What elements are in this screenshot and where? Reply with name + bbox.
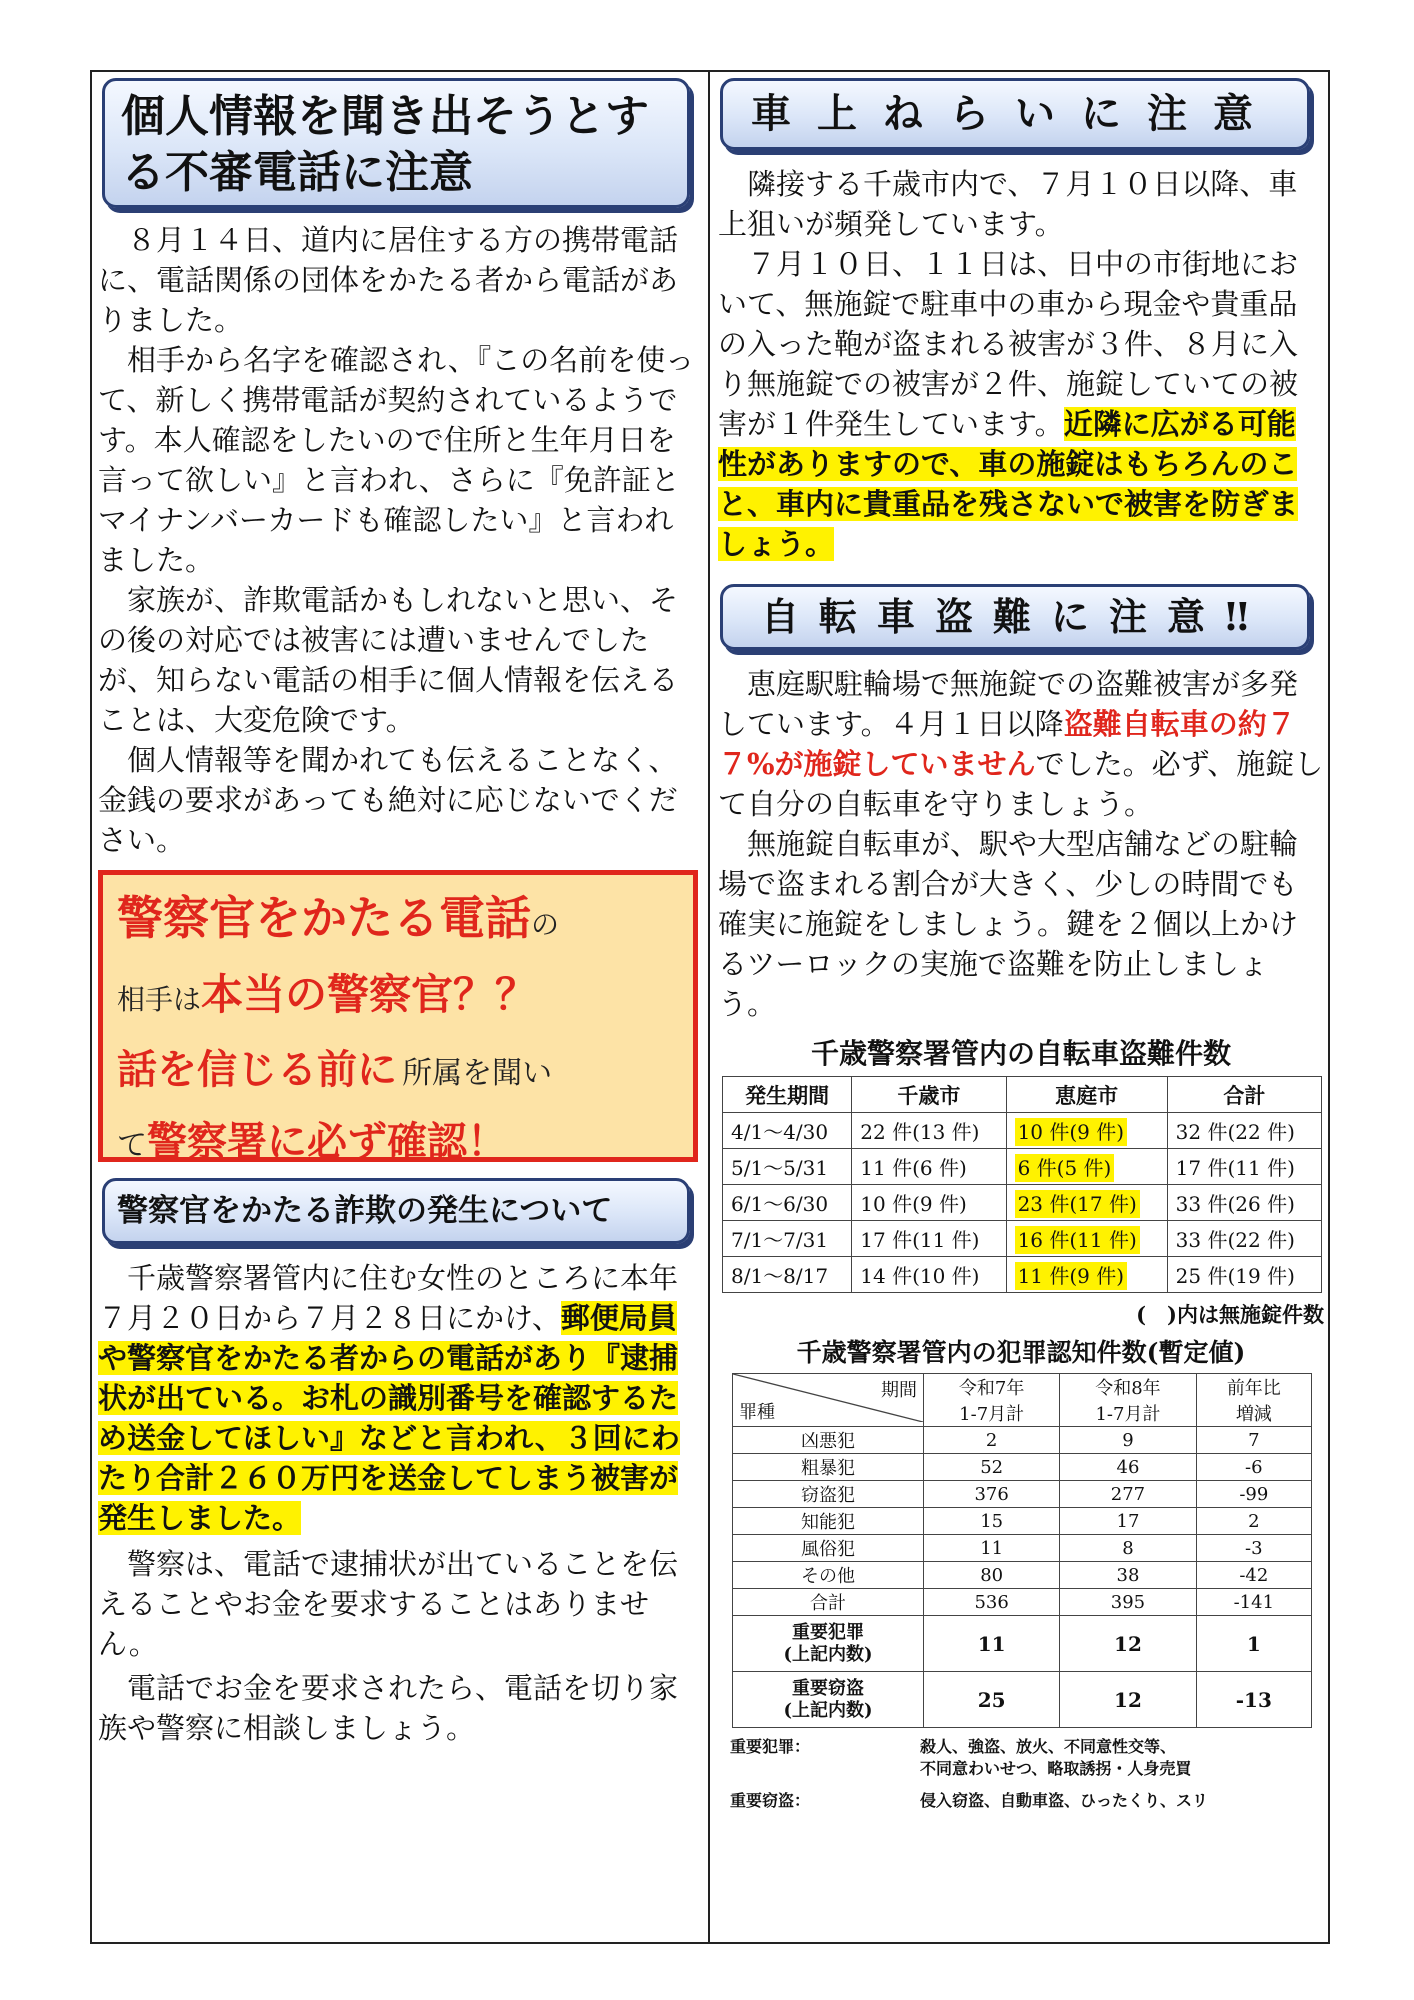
- cell-r7: 15: [924, 1508, 1060, 1535]
- left-column: [98, 78, 698, 1748]
- table-row-important-crime: [733, 1616, 1312, 1672]
- note-text-line: 不同意わいせつ、略取誘拐・人身売買: [920, 1759, 1192, 1778]
- cell-period: 6/1～6/30: [723, 1185, 852, 1221]
- table-row: [733, 1454, 1312, 1481]
- cell-r7: 2: [924, 1427, 1060, 1454]
- police-fraud-para-1-highlight: 郵便局員や警察官をかたる者からの電話があり『逮捕状が出ている。お札の識別番号を確認するため送金してほしい』などと言われ、３回にわたり合計２６０万円を送金してしまう被害が発生しました。: [98, 1301, 680, 1535]
- cell-eniwa-value: 10 件(9 件): [1015, 1118, 1128, 1146]
- cell-total: 32 件(22 件): [1167, 1113, 1321, 1149]
- phone-scam-para-3: 家族が、詐欺電話かもしれないと思い、その後の対応では被害には遭いませんでしたが、知らない電話の相手に個人情報を伝えることは、大変危険です。: [98, 583, 679, 737]
- crime-table-title: 千歳警察署管内の犯罪認知件数(暫定値): [796, 1338, 1246, 1367]
- cell-important-crime-label: [733, 1616, 924, 1672]
- bicycle-theft-para-1-a: 恵庭駅駐輪場で無施錠での盗難被害が多発しています。４月１日以降: [718, 667, 1299, 741]
- cell-diff: 2: [1196, 1508, 1311, 1535]
- cell-diff: 1: [1196, 1616, 1311, 1672]
- note-label: 重要犯罪：: [730, 1737, 811, 1756]
- cell-period: 4/1～4/30: [723, 1113, 852, 1149]
- cell-chitose: 22 件(13 件): [852, 1113, 1006, 1149]
- cell-r7: 25: [924, 1672, 1060, 1728]
- header-diagonal-cell: [733, 1374, 924, 1427]
- cell-r8: 9: [1060, 1427, 1196, 1454]
- cell-period: 8/1～8/17: [723, 1257, 852, 1293]
- warning-line-2-big: 本当の警察官？？: [201, 970, 538, 1019]
- headline-line-2: る不審電話に注意: [121, 147, 473, 198]
- warning-line-4-small: て: [117, 1128, 147, 1163]
- vehicle-theft-para-2: [718, 244, 1324, 564]
- cell-crime-type: 合計: [733, 1589, 924, 1616]
- cell-crime-type: 窃盗犯: [733, 1481, 924, 1508]
- table-row: [723, 1221, 1322, 1257]
- bicycle-theft-para-2: 無施錠自転車が、駅や大型店舗などの駐輪場で盗まれる割合が大きく、少しの時間でも確実に施錠をしましょう。鍵を２個以上かけるツーロックの実施で盗難を防止しましょう。: [718, 827, 1299, 1021]
- cell-eniwa: [1006, 1257, 1167, 1293]
- header-col-r7-line1: 令和7年: [958, 1378, 1025, 1399]
- table-row: [723, 1113, 1322, 1149]
- cell-eniwa-value: 23 件(17 件): [1015, 1190, 1140, 1218]
- header-col-r8-line1: 令和8年: [1095, 1378, 1161, 1399]
- crime-table-header-row: [733, 1374, 1312, 1427]
- note-important-crime: [730, 1736, 1324, 1780]
- cell-diff: -3: [1196, 1535, 1311, 1562]
- vehicle-theft-para-1: 隣接する千歳市内で、７月１０日以降、車上狙いが頻発しています。: [718, 167, 1298, 241]
- cell-crime-type: その他: [733, 1562, 924, 1589]
- cell-chitose: 17 件(11 件): [852, 1221, 1006, 1257]
- cell-important-theft-label: [733, 1672, 924, 1728]
- note-text: [920, 1790, 1208, 1812]
- cell-r8: 8: [1060, 1535, 1196, 1562]
- cell-r8: 38: [1060, 1562, 1196, 1589]
- cell-r8: 12: [1060, 1616, 1196, 1672]
- warning-line-2-small: 相手は: [117, 983, 202, 1016]
- cell-eniwa: [1006, 1185, 1167, 1221]
- cell-diff: -13: [1196, 1672, 1311, 1728]
- cell-total: 33 件(26 件): [1167, 1185, 1321, 1221]
- bicycle-theft-table: [722, 1076, 1322, 1293]
- cell-diff: -141: [1196, 1589, 1311, 1616]
- table-row: [733, 1508, 1312, 1535]
- bicycle-table-title: 千歳警察署管内の自転車盗難件数: [810, 1037, 1231, 1070]
- police-fraud-para-3: 電話でお金を要求されたら、電話を切り家族や警察に相談しましょう。: [98, 1671, 679, 1745]
- warning-line-3-big: 話を信じる前に: [117, 1047, 397, 1093]
- cell-r7: 376: [924, 1481, 1060, 1508]
- cell-total: 25 件(19 件): [1167, 1257, 1321, 1293]
- table-row: [733, 1481, 1312, 1508]
- header-col-r8-line2: 1-7月計: [1095, 1404, 1161, 1425]
- table-row: [733, 1589, 1312, 1616]
- note-label: 重要窃盗：: [730, 1791, 811, 1810]
- police-impersonation-warning-box: [98, 870, 698, 1165]
- cell-crime-type: 粗暴犯: [733, 1454, 924, 1481]
- table-row: [733, 1535, 1312, 1562]
- cell-diff: 7: [1196, 1427, 1311, 1454]
- note-text-line: 侵入窃盗、自動車盗、ひったくり、スリ: [920, 1791, 1209, 1810]
- cell-total: 17 件(11 件): [1167, 1149, 1321, 1185]
- cell-crime-type: 風俗犯: [733, 1535, 924, 1562]
- vehicle-theft-headline: 車上ねらいに注意: [720, 78, 1310, 150]
- note-text-line: 殺人、強盗、放火、不同意性交等、: [920, 1737, 1177, 1756]
- cell-period: 5/1～5/31: [723, 1149, 852, 1185]
- warning-line-4-big: 警察署に必ず確認！: [147, 1119, 507, 1165]
- header-period: 発生期間: [723, 1077, 852, 1113]
- police-fraud-para-2: 警察は、電話で逮捕状が出ていることを伝えることやお金を要求することはありません。: [98, 1547, 679, 1661]
- table-row: [733, 1427, 1312, 1454]
- warning-line-1-small: の: [531, 908, 560, 941]
- table-row: [733, 1562, 1312, 1589]
- vehicle-theft-para-2-highlight: 近隣に広がる可能性がありますので、車の施錠はもちろんのこと、車内に貴重品を残さないで被害を防ぎましょう。: [718, 407, 1299, 561]
- header-total: 合計: [1167, 1077, 1321, 1113]
- right-column: [718, 78, 1324, 1812]
- cell-eniwa: [1006, 1149, 1167, 1185]
- note-important-theft: [730, 1790, 1324, 1812]
- header-col-r7: [924, 1374, 1060, 1427]
- cell-diff: -6: [1196, 1454, 1311, 1481]
- headline-line-1: 個人情報を聞き出そうとす: [121, 91, 649, 142]
- header-col-r7-line2: 1-7月計: [959, 1404, 1025, 1425]
- cell-eniwa-value: 16 件(11 件): [1015, 1226, 1140, 1254]
- cell-crime-type: 凶悪犯: [733, 1427, 924, 1454]
- header-eniwa: 恵庭市: [1006, 1077, 1167, 1113]
- bicycle-theft-headline: 自転車盗難に注意‼: [720, 584, 1310, 650]
- cell-chitose: 10 件(9 件): [852, 1185, 1006, 1221]
- header-col-r8: [1060, 1374, 1196, 1427]
- cell-eniwa-value: 6 件(5 件): [1015, 1154, 1115, 1182]
- cell-r7: 11: [924, 1616, 1060, 1672]
- cell-chitose: 11 件(6 件): [852, 1149, 1006, 1185]
- header-col-diff-line2: 増減: [1235, 1404, 1272, 1425]
- column-divider: [708, 70, 710, 1944]
- cell-eniwa: [1006, 1221, 1167, 1257]
- cell-diff: -42: [1196, 1562, 1311, 1589]
- cell-diff: -99: [1196, 1481, 1311, 1508]
- vehicle-theft-para-2-plain: ７月１０日、１１日は、日中の市街地において、無施錠で駐車中の車から現金や貴重品の入った鞄が盗まれる被害が３件、８月に入り無施錠での被害が２件、施錠していての被害が１件発生しています。: [718, 247, 1299, 441]
- cell-r8: 395: [1060, 1589, 1196, 1616]
- cell-r7: 11: [924, 1535, 1060, 1562]
- table-row: [723, 1257, 1322, 1293]
- bicycle-theft-para-1-red: 盗難自転車の約７７%が施錠していません: [718, 707, 1296, 781]
- phone-scam-headline: [102, 78, 690, 208]
- note-text: [920, 1736, 1191, 1780]
- table-row: [723, 1149, 1322, 1185]
- phone-scam-para-4: 個人情報等を聞かれても伝えることなく、金銭の要求があっても絶対に応じないでください。: [98, 743, 678, 857]
- warning-line-1-big: 警察官をかたる電話: [117, 891, 531, 945]
- bicycle-table-note: ( )内は無施錠件数: [1136, 1302, 1324, 1327]
- cell-r7: 536: [924, 1589, 1060, 1616]
- cell-r8: 17: [1060, 1508, 1196, 1535]
- cell-r7: 52: [924, 1454, 1060, 1481]
- cell-period: 7/1～7/31: [723, 1221, 852, 1257]
- header-chitose: 千歳市: [852, 1077, 1006, 1113]
- important-crime-name: 重要犯罪: [792, 1621, 864, 1643]
- cell-total: 33 件(22 件): [1167, 1221, 1321, 1257]
- header-col-diff-line1: 前年比: [1226, 1378, 1281, 1399]
- cell-crime-type: 知能犯: [733, 1508, 924, 1535]
- phone-scam-para-1: ８月１４日、道内に居住する方の携帯電話に、電話関係の団体をかたる者から電話がありました。: [98, 223, 679, 337]
- header-period-label: 期間: [881, 1380, 917, 1401]
- cell-r8: 46: [1060, 1454, 1196, 1481]
- important-theft-name: 重要窃盗: [792, 1677, 864, 1699]
- definitions-notes: [730, 1736, 1324, 1812]
- cell-r8: 12: [1060, 1672, 1196, 1728]
- cell-eniwa-value: 11 件(9 件): [1015, 1262, 1128, 1290]
- table-row-important-theft: [733, 1672, 1312, 1728]
- header-col-diff: [1196, 1374, 1311, 1427]
- police-fraud-headline: 警察官をかたる詐欺の発生について: [102, 1178, 690, 1244]
- police-fraud-para-1: [98, 1258, 698, 1538]
- cell-r8: 277: [1060, 1481, 1196, 1508]
- table-row: [723, 1185, 1322, 1221]
- phone-scam-para-2: 相手から名字を確認され、『この名前を使って、新しく携帯電話が契約されているようです。本人確認をしたいので住所と生年月日を言って欲しい』と言われ、さらに『免許証とマイナンバーカードも確認したい』と言われました。: [98, 343, 695, 577]
- bicycle-table-header-row: [723, 1077, 1322, 1113]
- cell-eniwa: [1006, 1113, 1167, 1149]
- cell-chitose: 14 件(10 件): [852, 1257, 1006, 1293]
- important-crime-sub: (上記内数): [783, 1643, 873, 1665]
- bicycle-theft-para-1: [718, 664, 1324, 824]
- police-fraud-para-1-plain: 千歳警察署管内に住む女性のところに本年７月２０日から７月２８日にかけ、: [98, 1261, 679, 1335]
- warning-line-3-small: 所属を聞い: [402, 1056, 553, 1091]
- cell-r7: 80: [924, 1562, 1060, 1589]
- bicycle-theft-para-1-b: でした。必ず、施錠して自分の自転車を守りましょう。: [718, 747, 1324, 821]
- header-type-label: 罪種: [739, 1402, 775, 1423]
- important-theft-sub: (上記内数): [783, 1699, 873, 1721]
- crime-statistics-table: [732, 1373, 1312, 1728]
